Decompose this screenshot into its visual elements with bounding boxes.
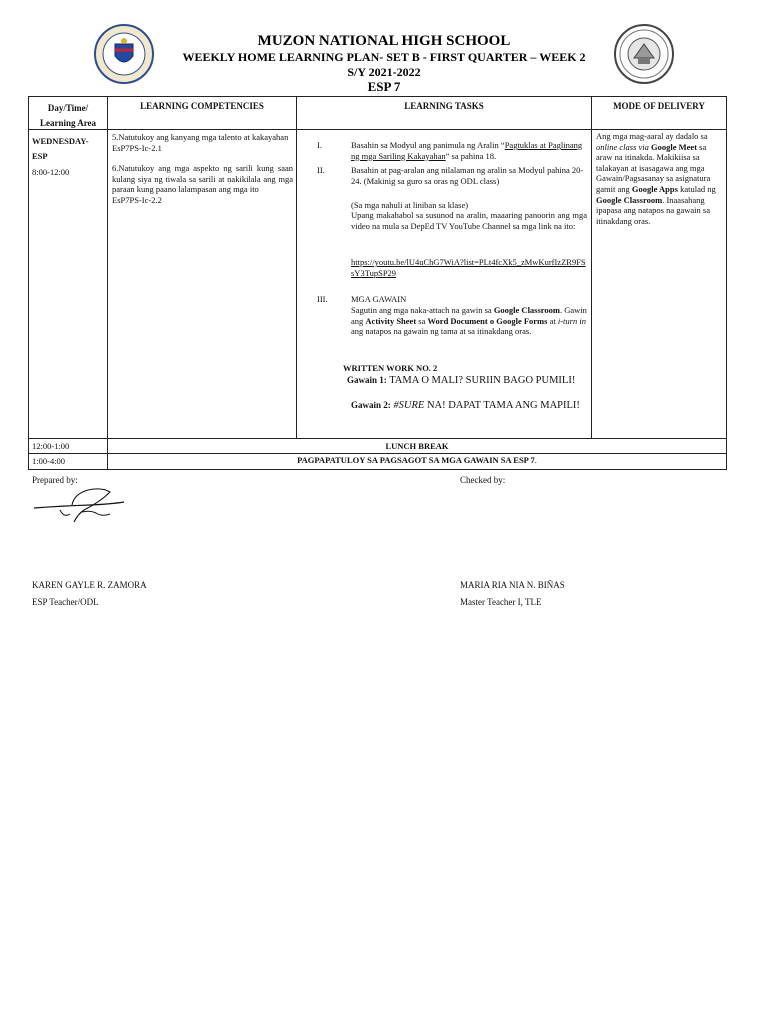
- afternoon-time: 1:00-4:00: [29, 454, 108, 470]
- prepared-by-label: Prepared by:: [32, 475, 78, 485]
- checked-by-label: Checked by:: [460, 475, 506, 485]
- time-main: 8:00-12:00: [32, 167, 70, 177]
- written-work-title: WRITTEN WORK NO. 2: [343, 363, 438, 373]
- task-1-number: I.: [317, 140, 322, 150]
- lunch-break: LUNCH BREAK: [108, 439, 727, 454]
- competency-2: 6.Natutukoy ang mga aspekto ng sarili kung saan kulang siya ng tiwala sa sarili at nakikilala ang mga paraan kung paano lalampasan ang mga ito: [112, 163, 293, 195]
- task-3-number: III.: [317, 294, 328, 304]
- day-cell: [29, 130, 108, 439]
- competency-1: 5.Natutukoy ang kanyang mga talento at kakayahan: [112, 132, 289, 142]
- school-year: S/Y 2021-2022: [347, 65, 421, 79]
- lunch-time: 12:00-1:00: [29, 439, 108, 454]
- gawain-2: Gawain 2: #SURE NA! DAPAT TAMA ANG MAPILI!: [351, 400, 580, 411]
- task-2-more: Upang makahabol sa susunod na aralin, maaaring panoorin ang mga video na mula sa DepEd TV YouTube Channel sa mga link na ito:: [351, 210, 587, 231]
- mode-cell: Ang mga mag-aaral ay dadalo sa online class via Google Meet sa araw na itinakda. Makikiisa sa talakayan at isasagawa ang mga Gawain/Pagsasanay sa asignatura gamit ang Google Apps katulad ng Google Classroom. Inaasahang ipapasa ang natapos na gawain sa itinakdang oras.: [592, 130, 727, 439]
- col-header-tasks: LEARNING TASKS: [297, 97, 592, 130]
- day-label: WEDNESDAY-ESP: [32, 136, 89, 161]
- afternoon-task: PAGPAPATULOY SA PAGSAGOT SA MGA GAWAIN SA ESP 7.: [108, 454, 727, 470]
- prepared-by-title: ESP Teacher/ODL: [32, 597, 99, 607]
- learning-plan-table: [28, 96, 727, 470]
- plan-title: WEEKLY HOME LEARNING PLAN- SET B - FIRST QUARTER – WEEK 2: [182, 50, 586, 64]
- task-2-number: II.: [317, 165, 325, 175]
- subject-title: ESP 7: [367, 79, 401, 94]
- youtube-link[interactable]: https://youtu.be/lU4uChG7WiA?list=PLt4fcXk5_zMwKurfIzZR9FSsY3TupSP29: [351, 257, 586, 278]
- task-2-note: (Sa mga nahuli at liniban sa klase): [351, 200, 469, 210]
- tasks-cell: [297, 130, 592, 439]
- gawain-1: Gawain 1: TAMA O MALI? SURIIN BAGO PUMILI!: [347, 375, 576, 386]
- competency-1-code: EsP7PS-Ic-2.1: [112, 142, 162, 153]
- checked-by-title: Master Teacher I, TLE: [460, 597, 542, 607]
- task-1: Basahin sa Modyul ang panimula ng Aralin “Pagtuklas at Paglinang ng mga Sariling Kakayahan” sa pahina 18.: [351, 140, 583, 161]
- prepared-by-name: KAREN GAYLE R. ZAMORA: [32, 580, 147, 590]
- col-header-day: Day/Time/ Learning Area: [29, 97, 108, 130]
- school-name: MUZON NATIONAL HIGH SCHOOL: [257, 33, 511, 49]
- col-header-competencies: LEARNING COMPETENCIES: [108, 97, 297, 130]
- checked-by-name: MARIA RIA NIA N. BIÑAS: [460, 580, 565, 590]
- col-header-mode: MODE OF DELIVERY: [592, 97, 727, 130]
- task-3-body: Sagutin ang mga naka-attach na gawin sa Google Classroom. Gawin ang Activity Sheet sa Word Document o Google Forms at i-turn in ang natapos na gawain ng tama at sa itinakdang oras.: [351, 305, 587, 337]
- signature-image: [30, 484, 130, 526]
- competencies-cell: [108, 130, 297, 439]
- task-2: Basahin at pag-aralan ang nilalaman ng aralin sa Modyul pahina 20-24. (Makinig sa guro sa oras ng ODL class): [351, 165, 584, 186]
- competency-2-code: EsP7PS-Ic-2.2: [112, 194, 162, 205]
- task-3-title: MGA GAWAIN: [351, 294, 407, 304]
